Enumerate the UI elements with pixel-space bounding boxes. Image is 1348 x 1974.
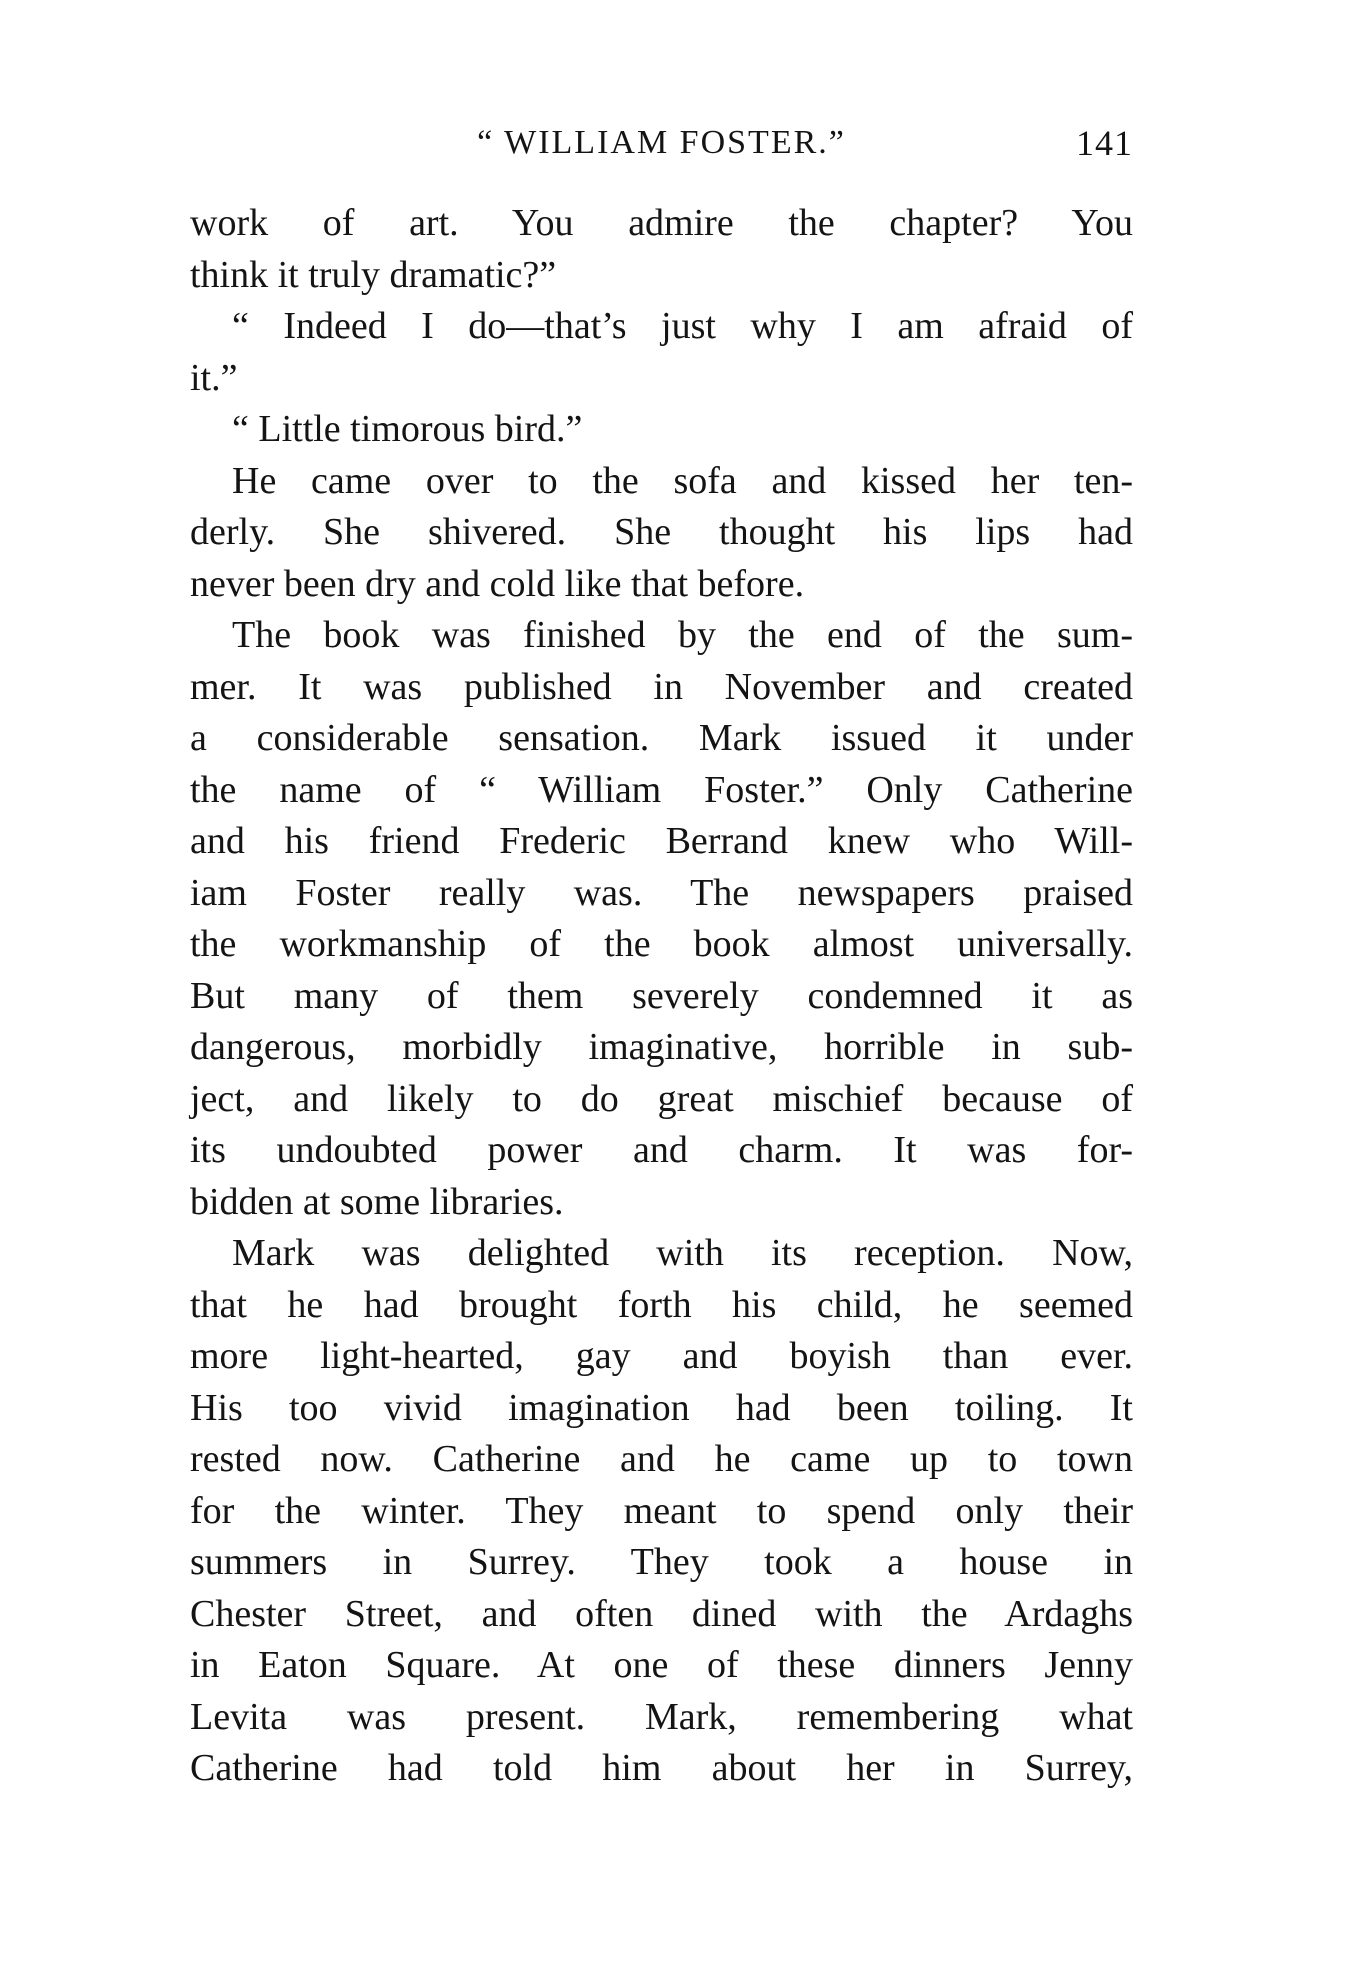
text-line: But many of them severely condemned it as <box>190 974 1133 1017</box>
text-line: dangerous, morbidly imaginative, horrible in sub- <box>190 1026 1133 1068</box>
page-number: 141 <box>1076 123 1133 163</box>
text-line: more light-hearted, gay and boyish than ever. <box>190 1335 1133 1377</box>
text-line: and his friend Frederic Berrand knew who Will- <box>190 820 1133 862</box>
text-line: He came over to the sofa and kissed her ten- <box>232 459 1133 502</box>
text-line: rested now. Catherine and he came up to town <box>190 1438 1133 1480</box>
text-line: “ Little timorous bird.” <box>232 408 583 450</box>
text-line: summers in Surrey. They took a house in <box>190 1541 1133 1583</box>
text-line: think it truly dramatic?” <box>190 253 557 296</box>
text-line: The book was finished by the end of the sum- <box>232 614 1133 656</box>
text-line: Catherine had told him about her in Surrey, <box>190 1747 1133 1789</box>
text-line: for the winter. They meant to spend only their <box>190 1489 1133 1532</box>
text-line: never been dry and cold like that before. <box>190 562 805 605</box>
text-line: mer. It was published in November and created <box>190 665 1133 708</box>
text-line: a considerable sensation. Mark issued it under <box>190 717 1133 759</box>
text-line: Levita was present. Mark, remembering what <box>190 1695 1133 1738</box>
text-line: His too vivid imagination had been toiling. It <box>190 1386 1133 1429</box>
text-line: it.” <box>190 356 238 399</box>
text-line: Mark was delighted with its reception. Now, <box>232 1232 1133 1274</box>
body-text <box>190 198 1133 1795</box>
running-title: “ WILLIAM FOSTER.” <box>477 124 846 161</box>
text-line: ject, and likely to do great mischief because of <box>190 1077 1133 1120</box>
text-line: that he had brought forth his child, he seemed <box>190 1283 1133 1326</box>
running-head <box>190 118 1133 168</box>
text-line: the workmanship of the book almost universally. <box>190 923 1133 965</box>
text-line: iam Foster really was. The newspapers praised <box>190 871 1133 914</box>
text-line: bidden at some libraries. <box>190 1180 564 1223</box>
text-line: in Eaton Square. At one of these dinners Jenny <box>190 1644 1133 1686</box>
text-line: derly. She shivered. She thought his lips had <box>190 511 1133 553</box>
text-line: Chester Street, and often dined with the Ardaghs <box>190 1592 1133 1635</box>
text-line: its undoubted power and charm. It was for- <box>190 1129 1133 1171</box>
text-line: work of art. You admire the chapter? You <box>190 202 1133 244</box>
text-line: the name of “ William Foster.” Only Catherine <box>190 768 1133 811</box>
text-line: “ Indeed I do—that’s just why I am afraid of <box>232 305 1133 347</box>
